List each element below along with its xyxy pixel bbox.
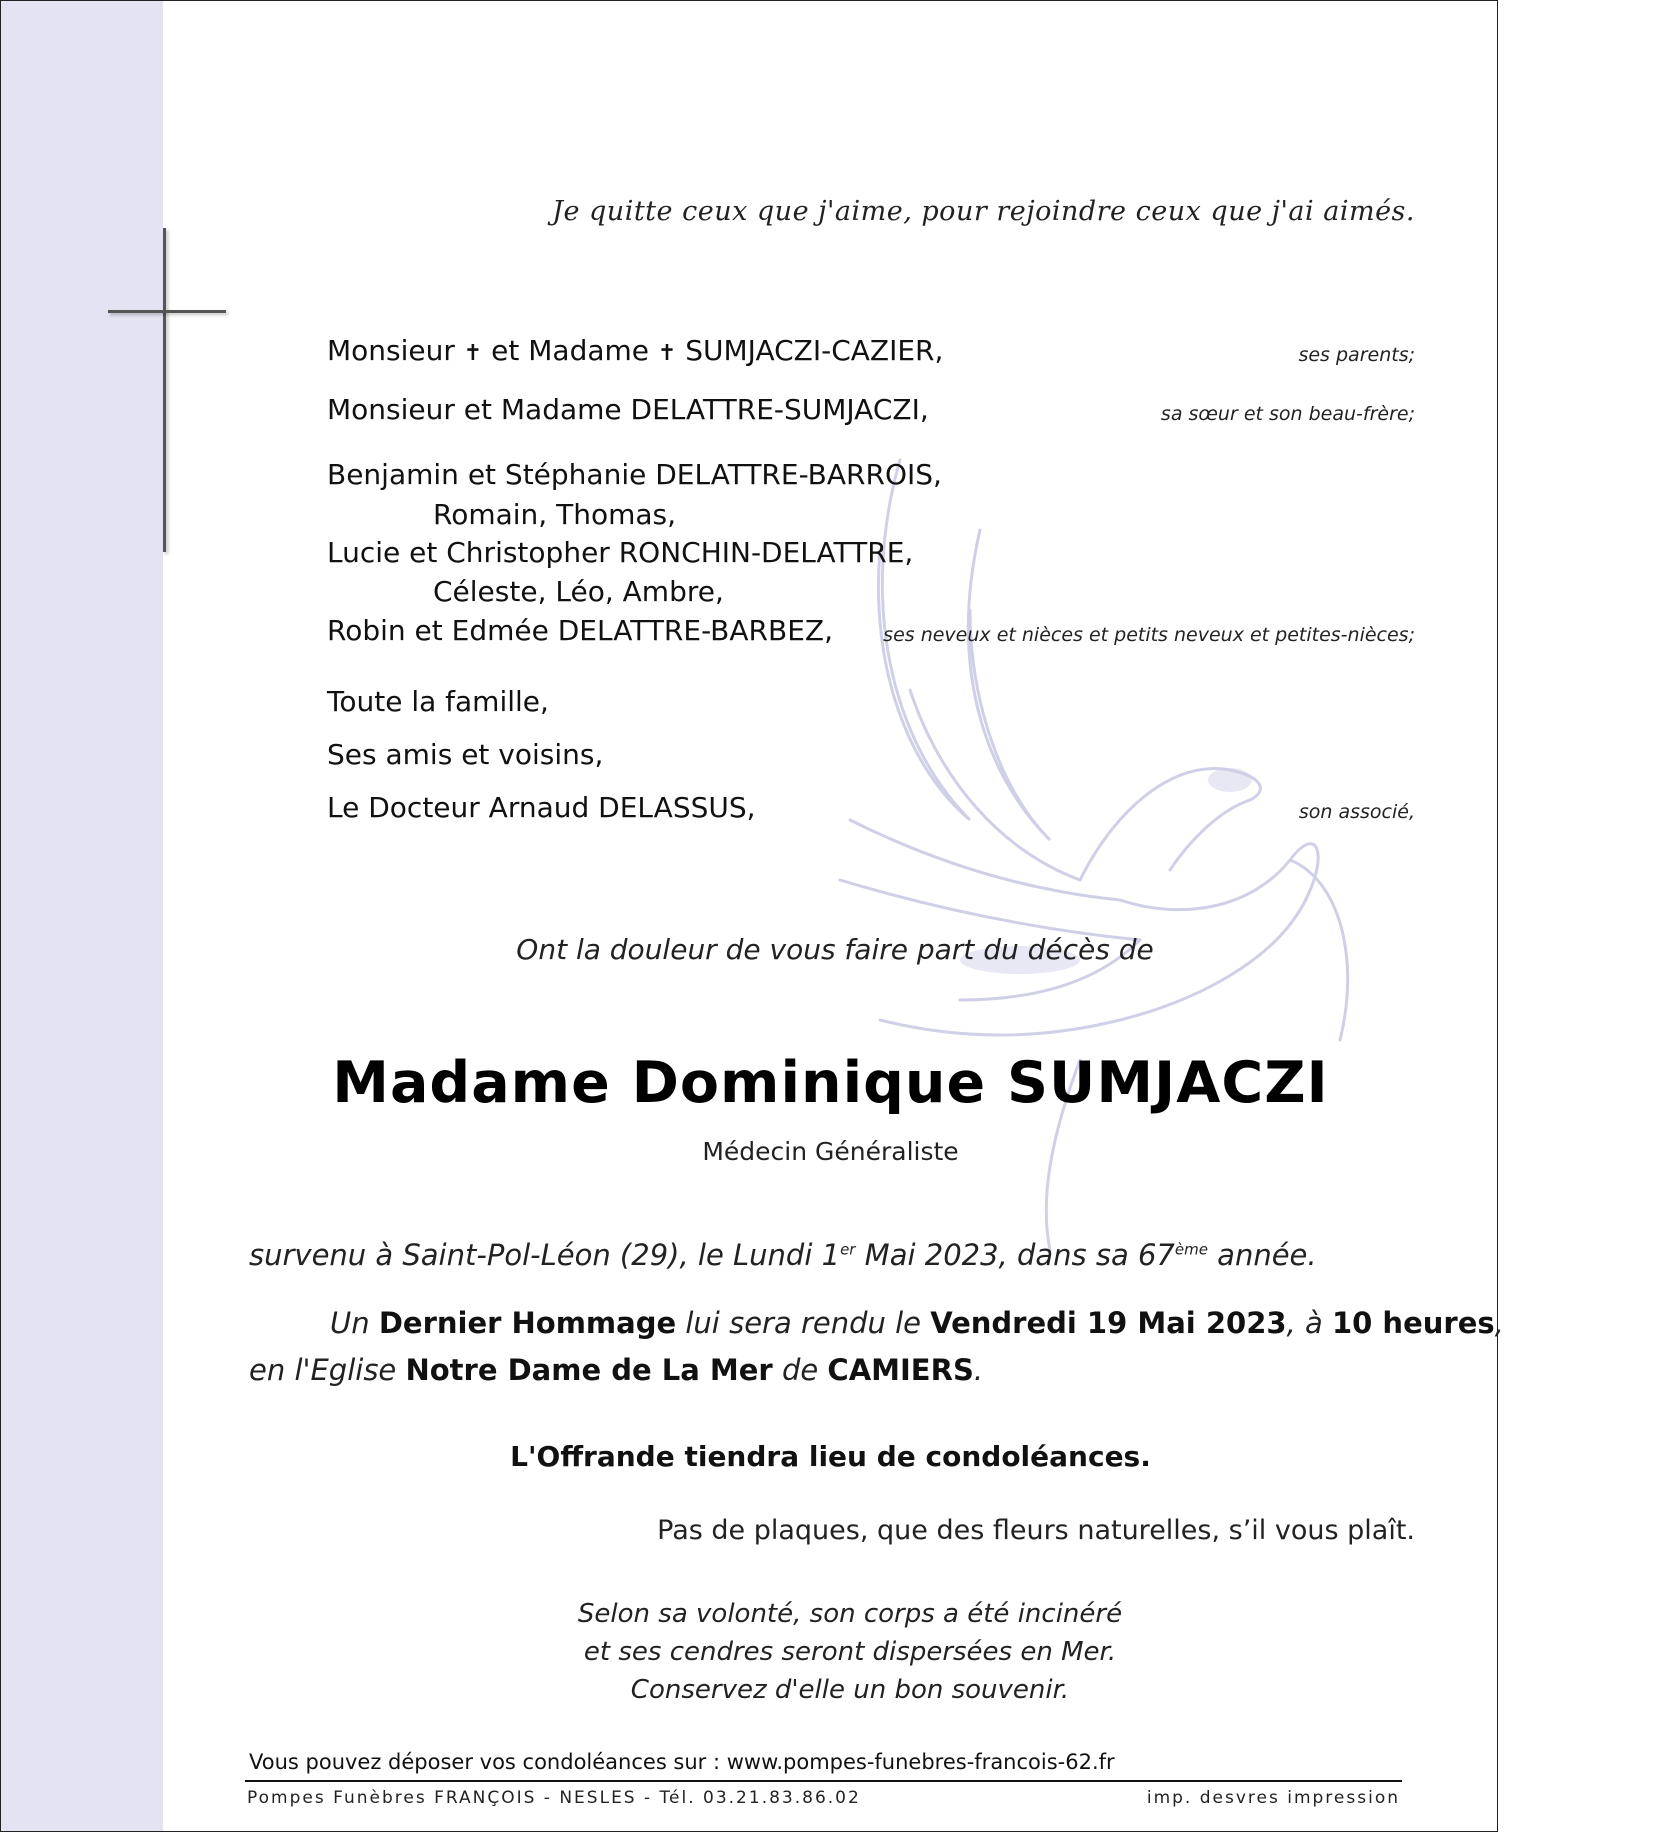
wishes-line: Conservez d'elle un bon souvenir. — [630, 1675, 1070, 1705]
ceremony-line-2 — [249, 1353, 983, 1387]
death-sup: ème — [1174, 1240, 1208, 1259]
death-text: Mai 2023, dans sa 67 — [855, 1238, 1175, 1272]
relation-nephews: ses neveux et nièces et petits neveux et petites-nièces; — [883, 624, 1415, 646]
ceremony-town: CAMIERS — [827, 1353, 974, 1387]
offrande-note: L'Offrande tiendra lieu de condoléances. — [510, 1440, 1151, 1473]
deceased-name: Madame Dominique SUMJACZI — [332, 1050, 1329, 1116]
footer-divider — [245, 1780, 1402, 1782]
family-line-associate: Le Docteur Arnaud DELASSUS, — [327, 791, 756, 824]
ceremony-text: en l'Eglise — [249, 1353, 406, 1387]
wishes-line: et ses cendres seront dispersées en Mer. — [583, 1637, 1117, 1667]
death-text: survenu à Saint-Pol-Léon (29), le Lundi 1 — [249, 1238, 841, 1272]
relation-associate: son associé, — [1298, 801, 1415, 823]
family-line: Robin et Edmée DELATTRE-BARBEZ, — [327, 614, 833, 647]
cross-icon-vertical — [163, 228, 166, 552]
flowers-note: Pas de plaques, que des fleurs naturelles, s’il vous plaît. — [657, 1515, 1415, 1546]
ceremony-text: lui sera rendu le — [676, 1306, 931, 1340]
family-line-children: Romain, Thomas, — [433, 498, 676, 531]
relation-parents: ses parents; — [1298, 344, 1415, 366]
ceremony-text: . — [973, 1353, 984, 1387]
death-text: année. — [1207, 1238, 1317, 1272]
funeral-home-info: Pompes Funèbres FRANÇOIS - NESLES - Tél. 03.21.83.86.02 — [247, 1788, 861, 1808]
ceremony-text: de — [772, 1353, 828, 1387]
condolences-website: Vous pouvez déposer vos condoléances sur : www.pompes-funebres-francois-62.fr — [249, 1750, 1115, 1774]
deceased-profession: Médecin Généraliste — [702, 1137, 959, 1166]
ceremony-time: 10 heures — [1331, 1306, 1495, 1340]
family-line: Toute la famille, — [327, 685, 549, 718]
dagger-icon: ✝ — [463, 341, 483, 366]
family-line: Lucie et Christopher RONCHIN-DELATTRE, — [327, 536, 914, 569]
epitaph-quote: Je quitte ceux que j'aime, pour rejoindre ceux que j'ai aimés. — [552, 196, 1415, 227]
ceremony-date: Vendredi 19 Mai 2023 — [930, 1306, 1287, 1340]
family-line-sister: Monsieur et Madame DELATTRE-SUMJACZI, — [327, 393, 929, 426]
relation-sister: sa sœur et son beau-frère; — [1160, 403, 1415, 425]
left-band — [1, 1, 163, 1831]
ceremony-church: Notre Dame de La Mer — [405, 1353, 773, 1387]
announcement: Ont la douleur de vous faire part du décès de — [516, 933, 1154, 966]
ceremony-bold: Dernier Hommage — [378, 1306, 677, 1340]
death-sup: er — [840, 1240, 856, 1259]
cross-icon-horizontal — [108, 310, 226, 313]
family-line: Ses amis et voisins, — [327, 738, 604, 771]
family-line: Benjamin et Stéphanie DELATTRE-BARROIS, — [327, 458, 942, 491]
ceremony-text: Un — [330, 1306, 379, 1340]
family-parents-post: SUMJACZI-CAZIER, — [685, 334, 944, 367]
ceremony-text: , — [1494, 1306, 1504, 1340]
ceremony-line-1 — [330, 1306, 1504, 1340]
death-details — [249, 1238, 1317, 1272]
family-line-parents — [327, 334, 943, 367]
wishes-line: Selon sa volonté, son corps a été incinéré — [577, 1599, 1123, 1629]
family-parents-pre: Monsieur — [327, 334, 455, 367]
ceremony-text: , à — [1286, 1306, 1332, 1340]
dagger-icon: ✝ — [657, 341, 677, 366]
family-parents-mid: et Madame — [491, 334, 649, 367]
family-line-children: Céleste, Léo, Ambre, — [433, 575, 724, 608]
printer-info: imp. desvres impression — [1146, 1788, 1400, 1808]
